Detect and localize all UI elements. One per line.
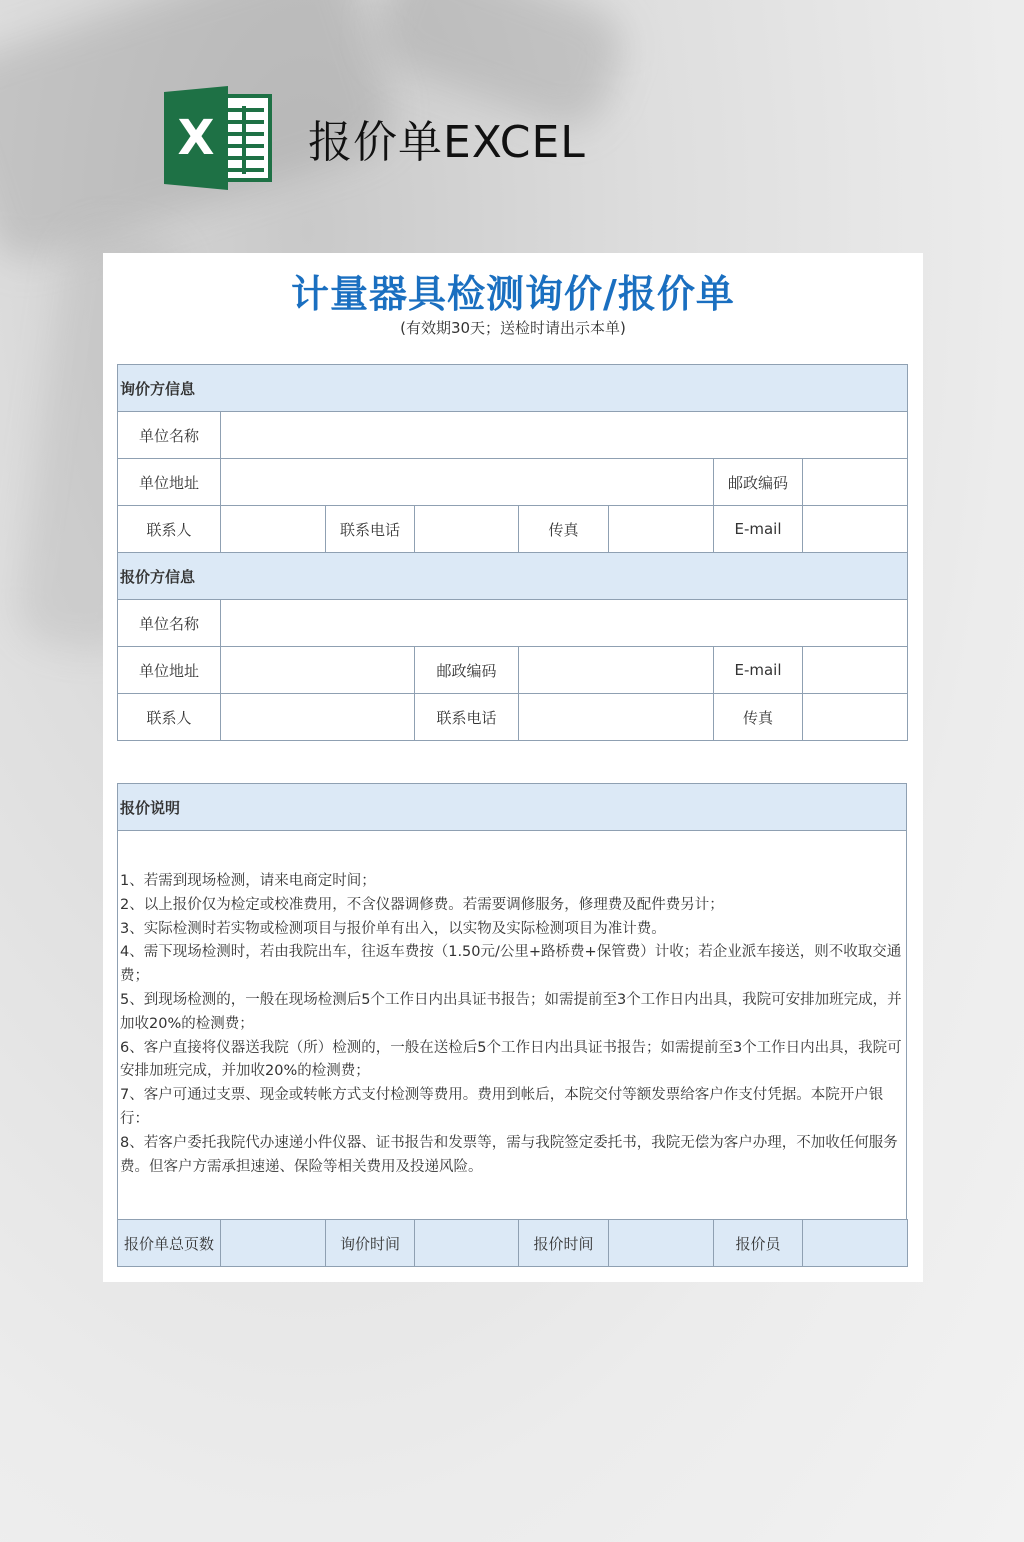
quoter-email-label: E-mail (714, 647, 803, 694)
quoter-unit-name-label: 单位名称 (118, 600, 221, 647)
inquiry-time-label: 询价时间 (326, 1220, 415, 1267)
quoter-person-field[interactable] (803, 1220, 908, 1267)
inquirer-phone-field[interactable] (415, 506, 519, 553)
inquirer-postal-code-label: 邮政编码 (714, 459, 803, 506)
inquirer-contact-label: 联系人 (118, 506, 221, 553)
total-pages-label: 报价单总页数 (118, 1220, 221, 1267)
total-pages-field[interactable] (221, 1220, 326, 1267)
note-item: 6、客户直接将仪器送我院（所）检测的，一般在送检后5个工作日内出具证书报告；如需提前至3个工作日内出具，我院可安排加班完成，并加收20%的检测费； (120, 1039, 902, 1080)
note-item: 1、若需到现场检测，请来电商定时间； (120, 873, 376, 889)
note-item: 7、客户可通过支票、现金或转帐方式支付检测等费用。费用到帐后，本院交付等额发票给客户作支付凭据。本院开户银行： (120, 1087, 884, 1127)
inquirer-fax-field[interactable] (609, 506, 714, 553)
inquiry-time-field[interactable] (415, 1220, 519, 1267)
notes-list (120, 870, 902, 1179)
excel-icon-letter: X (177, 110, 215, 166)
quoter-phone-field[interactable] (519, 694, 714, 741)
note-item: 5、到现场检测的，一般在现场检测后5个工作日内出具证书报告；如需提前至3个工作日内出具，我院可安排加班完成，并加收20%的检测费； (120, 991, 902, 1032)
quoter-person-label: 报价员 (714, 1220, 803, 1267)
footer-table (117, 1219, 908, 1267)
notes-section-title: 报价说明 (118, 784, 907, 831)
inquirer-contact-field[interactable] (221, 506, 326, 553)
inquirer-email-label: E-mail (714, 506, 803, 553)
inquirer-unit-name-label: 单位名称 (118, 412, 221, 459)
note-item: 8、若客户委托我院代办速递小件仪器、证书报告和发票等，需与我院签定委托书，我院无偿为客户办理，不加收任何服务费。但客户方需承担速递、保险等相关费用及投递风险。 (120, 1134, 898, 1175)
quoter-phone-label: 联系电话 (415, 694, 519, 741)
inquirer-fax-label: 传真 (519, 506, 609, 553)
note-item: 4、需下现场检测时，若由我院出车，往返车费按（1.50元/公里+路桥费+保管费）计收；若企业派车接送，则不收取交通费； (120, 944, 902, 985)
notes-box (117, 830, 907, 1219)
quoter-postal-code-field[interactable] (519, 647, 714, 694)
quoter-fax-label: 传真 (714, 694, 803, 741)
quoter-unit-name-field[interactable] (221, 600, 908, 647)
notes-header-table (117, 783, 907, 831)
quoter-section-title: 报价方信息 (118, 553, 908, 600)
quoter-unit-address-field[interactable] (221, 647, 415, 694)
inquirer-section-title: 询价方信息 (118, 365, 908, 412)
inquirer-unit-name-field[interactable] (221, 412, 908, 459)
page-title: 报价单EXCEL (308, 117, 586, 168)
inquirer-postal-code-field[interactable] (803, 459, 908, 506)
inquirer-email-field[interactable] (803, 506, 908, 553)
quoter-fax-field[interactable] (803, 694, 908, 741)
quote-time-field[interactable] (609, 1220, 714, 1267)
note-item: 3、实际检测时若实物或检测项目与报价单有出入，以实物及实际检测项目为准计费。 (120, 920, 666, 937)
quoter-contact-field[interactable] (221, 694, 415, 741)
quoter-email-field[interactable] (803, 647, 908, 694)
excel-icon (164, 86, 272, 190)
note-item: 2、以上报价仅为检定或校准费用，不含仪器调修费。若需要调修服务，修理费及配件费另计； (120, 896, 724, 913)
inquirer-unit-address-label: 单位地址 (118, 459, 221, 506)
quotation-sheet (103, 253, 923, 1282)
quoter-contact-label: 联系人 (118, 694, 221, 741)
quoter-postal-code-label: 邮政编码 (415, 647, 519, 694)
quote-time-label: 报价时间 (519, 1220, 609, 1267)
inquirer-unit-address-field[interactable] (221, 459, 714, 506)
inquirer-phone-label: 联系电话 (326, 506, 415, 553)
page-header (164, 86, 586, 190)
document-title: 计量器具检测询价/报价单 (291, 272, 735, 316)
quoter-unit-address-label: 单位地址 (118, 647, 221, 694)
info-table (117, 364, 908, 741)
document-subtitle: (有效期30天；送检时请出示本单) (400, 319, 626, 337)
